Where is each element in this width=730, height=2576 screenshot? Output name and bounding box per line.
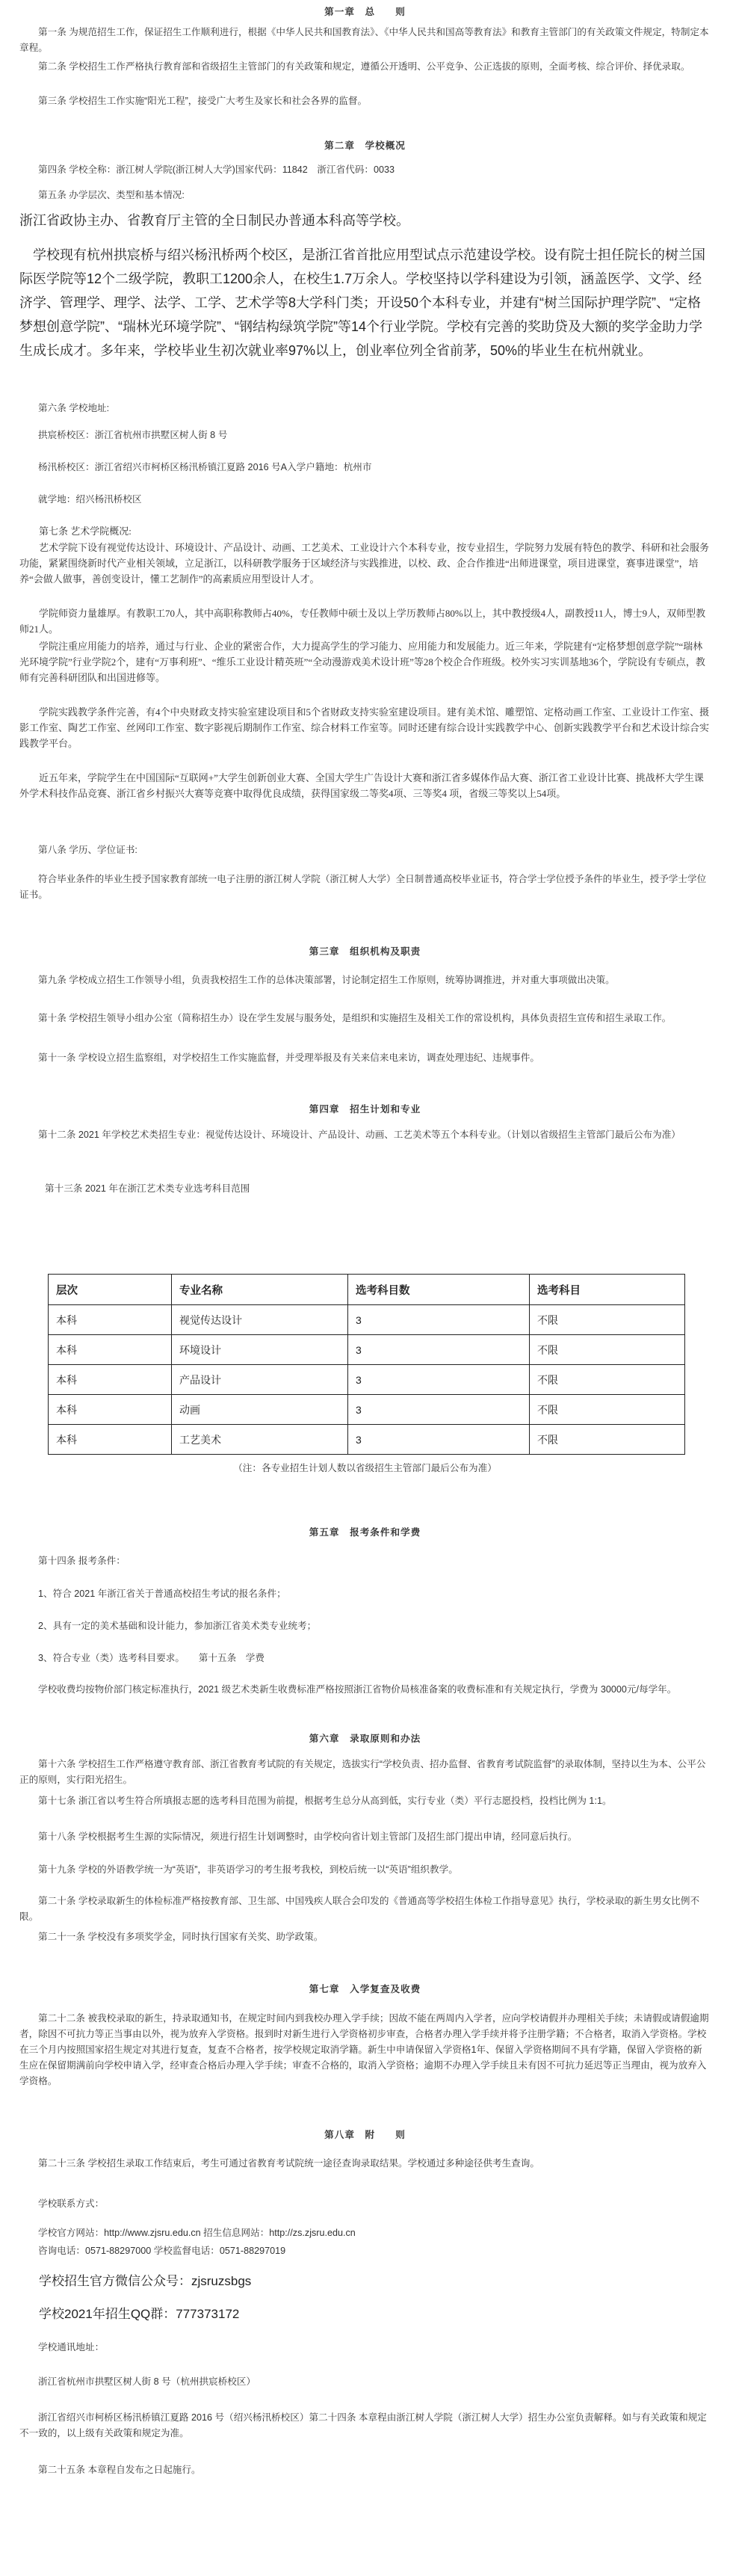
cell-subject-count: 3 [348, 1305, 530, 1335]
chapter-2-title: 第二章 学校概况 [324, 141, 406, 151]
chapter-8-title: 第八章 附 则 [324, 2130, 406, 2140]
cell-subjects: 不限 [530, 1305, 685, 1335]
article-22: 第二十二条 被我校录取的新生，持录取通知书，在规定时间内到我校办理入学手续；因故不能在两周内入学者，应向学校请假并办理相关手续；未请假或请假逾期者，除因不可抗力等正当事由以外，视为放弃入学资格。报到时对新生进行入学资格初步审查，合格者办理入学手续并将予注册学籍；不合格者，取消入学资格。学校在三个月内按照国家招生规定对其进行复查，复查不合格者，按学校规定取消学籍。新生中申请保留入学资格1年、保留入学资格期间不具有学籍，保留入学资格的新生应在保留期满前向学校申请入学，经审查合格后办理入学手续；审查不合格的，取消入学资格；逾期不办理入学手续且未有因不可抗力延迟等正当理由，视为放弃入学资格。 [19, 2013, 709, 2086]
diploma-degree: 符合毕业条件的毕业生授予国家教育部统一电子注册的浙江树人学院（浙江树人大学）全日制普通高校毕业证书，符合学士学位授予条件的毕业生，授予学士学位证书。 [19, 874, 707, 900]
cell-level: 本科 [49, 1305, 172, 1335]
table-header-row [49, 1275, 685, 1305]
qq-group: 学校2021年招生QQ群：777373172 [39, 2307, 240, 2321]
cell-major: 工艺美术 [172, 1425, 348, 1455]
table-row [49, 1425, 685, 1455]
school-lead-statement: 浙江省政协主办、省教育厅主管的全日制民办普通本科高等学校。 [19, 213, 409, 228]
cell-subject-count: 3 [348, 1425, 530, 1455]
article-21: 第二十一条 学校没有多项奖学金，同时执行国家有关奖、助学政策。 [38, 1932, 324, 1942]
article-13: 第十三条 2021 年在浙江艺术类专业选考科目范围 [45, 1183, 250, 1194]
cell-subject-count: 3 [348, 1365, 530, 1395]
phone-numbers: 咨询电话：0571-88297000 学校监督电话：0571-88297019 [38, 2246, 286, 2256]
header-subject-count: 选考科目数 [348, 1275, 530, 1305]
plan-note: （注：各专业招生计划人数以省级招生主管部门最后公布为准） [233, 1463, 497, 1473]
table-row [49, 1335, 685, 1365]
art-college-awards: 近五年来，学院学生在中国国际“互联网+”大学生创新创业大赛、全国大学生广告设计大赛和浙江省多媒体作品大赛、浙江省工业设计比赛、挑战杯大学生课外学术科技作品竞赛、浙江省乡村振兴大赛等竞赛中取得优良成绩，获得国家级二等奖4项、三等奖4 项，省级三等奖以上54项。 [19, 772, 704, 799]
chapter-4-title: 第四章 招生计划和专业 [309, 1104, 421, 1115]
chapter-1-title: 第一章 总 则 [324, 7, 406, 17]
art-college-facilities: 学院实践教学条件完善，有4个中央财政支持实验室建设项目和5个省财政支持实验室建设项目。建有美术馆、雕塑馆、定格动画工作室、工业设计工作室、摄影工作室、陶艺工作室、丝网印工作室、数字影视后期制作工作室、综合材料工作室等。同时还建有综合设计实践教学中心、创新实践教学平台和艺术设计综合实践教学平台。 [19, 706, 710, 749]
article-18: 第十八条 学校根据考生生源的实际情况，须进行招生计划调整时，由学校向省计划主管部门及招生部门提出申请，经同意后执行。 [38, 1831, 578, 1842]
article-9: 第九条 学校成立招生工作领导小组，负责我校招生工作的总体决策部署，讨论制定招生工作原则，统筹协调推进，并对重大事项做出决策。 [38, 975, 615, 985]
condition-3-and-article-15: 3、符合专业（类）选考科目要求。 第十五条 学费 [38, 1653, 265, 1663]
article-8: 第八条 学历、学位证书: [38, 845, 137, 855]
article-10: 第十条 学校招生领导小组办公室（简称招生办）设在学生发展与服务处，是组织和实施招生及相关工作的常设机构，具体负责招生宣传和招生录取工作。 [38, 1013, 672, 1023]
cell-subject-count: 3 [348, 1395, 530, 1425]
article-2: 第二条 学校招生工作严格执行教育部和省级招生主管部门的有关政策和规定，遵循公开透明、公平竞争、公正选拔的原则，全面考核、综合评价、择优录取。 [38, 61, 690, 72]
tuition-fee: 学校收费均按物价部门核定标准执行，2021 级艺术类新生收费标准严格按照浙江省物价局核准备案的收费标准和有关规定执行，学费为 30000元/每学年。 [38, 1684, 677, 1695]
cell-subjects: 不限 [530, 1425, 685, 1455]
article-17: 第十七条 浙江省以考生符合所填报志愿的选考科目范围为前提，根据考生总分从高到低，实行专业（类）平行志愿投档，投档比例为 1:1。 [38, 1796, 612, 1806]
condition-1: 1、符合 2021 年浙江省关于普通高校招生考试的报名条件； [38, 1589, 286, 1599]
cell-level: 本科 [49, 1365, 172, 1395]
cell-level: 本科 [49, 1335, 172, 1365]
article-25: 第二十五条 本章程自发布之日起施行。 [38, 2465, 201, 2475]
mailing-address-shaoxing-and-article-24: 浙江省绍兴市柯桥区杨汛桥镇江夏路 2016 号（绍兴杨汛桥校区）第二十四条 本章程由浙江树人学院（浙江树人大学）招生办公室负责解释。如与有关政策和规定不一致的，以上级有关政策和规定为准。 [19, 2412, 707, 2438]
mailing-address-hangzhou: 浙江省杭州市拱墅区树人街 8 号（杭州拱宸桥校区） [38, 2376, 256, 2387]
wechat-account: 学校招生官方微信公众号：zjsruzsbgs [39, 2274, 252, 2288]
chapter-5-title: 第五章 报考条件和学费 [309, 1527, 421, 1538]
condition-2: 2、具有一定的美术基础和设计能力，参加浙江省美术类专业统考； [38, 1621, 317, 1631]
article-16: 第十六条 学校招生工作严格遵守教育部、浙江省教育考试院的有关规定，选拔实行“学校负责、招办监督、省教育考试院监督”的录取体制，坚持以生为本、公平公正的原则，实行阳光招生。 [19, 1759, 706, 1785]
cell-subjects: 不限 [530, 1395, 685, 1425]
cell-major: 产品设计 [172, 1365, 348, 1395]
article-23: 第二十三条 学校招生录取工作结束后，考生可通过省教育考试院统一途径查询录取结果。学校通过多种途径供考生查询。 [38, 2158, 539, 2169]
article-19: 第十九条 学校的外语教学统一为“英语”，非英语学习的考生报考我校，到校后统一以“英语”组织教学。 [38, 1864, 458, 1875]
art-college-faculty: 学院师资力量雄厚。有教职工70人，其中高职称教师占40%，专任教师中硕士及以上学历教师占80%以上，其中教授级4人，副教授11人，博士9人，双师型教师21人。 [19, 608, 706, 635]
subject-requirements-table [48, 1274, 685, 1455]
article-11: 第十一条 学校设立招生监察组，对学校招生工作实施监督，并受理举报及有关来信来电来访，调查处理违纪、违规事件。 [38, 1053, 539, 1063]
article-20: 第二十条 学校录取新生的体检标准严格按教育部、卫生部、中国残疾人联合会印发的《普通高等学校招生体检工作指导意见》执行，学校录取的新生男女比例不限。 [19, 1896, 700, 1922]
cell-level: 本科 [49, 1425, 172, 1455]
table-row [49, 1395, 685, 1425]
header-major: 专业名称 [172, 1275, 348, 1305]
art-college-intro: 艺术学院下设有视觉传达设计、环境设计、产品设计、动画、工艺美术、工业设计六个本科专业，按专业招生，学院努力发展有特色的教学、科研和社会服务功能，紧紧围绕新时代产业相关领域，立足浙江，以科研教学服务于区域经济与实践推进，以校、政、企合作推进“出师进课堂，项目进课堂，赛事进课堂”，培养“会做人做事，善创变设计，懂工艺制作”的高素质应用型设计人才。 [19, 542, 710, 585]
mailing-address-heading: 学校通讯地址： [38, 2342, 105, 2352]
article-3: 第三条 学校招生工作实施“阳光工程”，接受广大考生及家长和社会各界的监督。 [38, 96, 368, 106]
official-websites[interactable]: 学校官方网站：http://www.zjsru.edu.cn 招生信息网站：http://zs.zjsru.edu.cn [38, 2228, 356, 2238]
article-12: 第十二条 2021 年学校艺术类招生专业：视觉传达设计、环境设计、产品设计、动画、工艺美术等五个本科专业。（计划以省级招生主管部门最后公布为准） [38, 1130, 681, 1140]
cell-major: 动画 [172, 1395, 348, 1425]
article-14: 第十四条 报考条件： [38, 1556, 126, 1566]
cell-major: 视觉传达设计 [172, 1305, 348, 1335]
header-subjects: 选考科目 [530, 1275, 685, 1305]
campus-address-gongchenqiao: 拱宸桥校区：浙江省杭州市拱墅区树人街 8 号 [38, 430, 228, 440]
article-4: 第四条 学校全称：浙江树人学院(浙江树人大学)国家代码：11842 浙江省代码：0033 [38, 164, 395, 175]
chapter-7-title: 第七章 入学复查及收费 [309, 1984, 421, 1994]
table-row [49, 1365, 685, 1395]
article-5: 第五条 办学层次、类型和基本情况: [38, 190, 185, 200]
cell-subject-count: 3 [348, 1335, 530, 1365]
article-1: 第一条 为规范招生工作，保证招生工作顺利进行，根据《中华人民共和国教育法》、《中华人民共和国高等教育法》和教育主管部门的有关政策文件规定，特制定本章程。 [19, 27, 709, 53]
art-college-practice: 学院注重应用能力的培养，通过与行业、企业的紧密合作，大力提高学生的学习能力、应用能力和发展能力。近三年来，学院建有“定格梦想创意学院”“瑞林光环境学院”行业学院2个，建有“万事利班”、“维乐工业设计精英班”“全动漫游戏美术设计班”等28个校企合作班级。校外实习实训基地36个，学院设有专硕点，教师有完善科研团队和出国进修等。 [19, 641, 705, 683]
contact-heading: 学校联系方式： [38, 2198, 105, 2209]
header-level: 层次 [49, 1275, 172, 1305]
table-row [49, 1305, 685, 1335]
campus-address-yangxunqiao: 杨汛桥校区：浙江省绍兴市柯桥区杨汛桥镇江夏路 2016 号A入学户籍地：杭州市 [38, 462, 372, 472]
article-6: 第六条 学校地址: [38, 403, 110, 413]
article-7: 第七条 艺术学院概况: [39, 526, 132, 537]
cell-level: 本科 [49, 1395, 172, 1425]
cell-subjects: 不限 [530, 1365, 685, 1395]
cell-major: 环境设计 [172, 1335, 348, 1365]
chapter-6-title: 第六章 录取原则和办法 [309, 1734, 421, 1744]
school-overview: 学校现有杭州拱宸桥与绍兴杨汛桥两个校区，是浙江省首批应用型试点示范建设学校。设有院士担任院长的树兰国际医学院等12个二级学院，教职工1200余人，在校生1.7万余人。学校坚持以学科建设为引领，涵盖医学、文学、经济学、管理学、理学、法学、工学、艺术学等8大学科门类；开设50个本科专业，并建有“树兰国际护理学院”、“定格梦想创意学院”、“瑞林光环境学院”、“钢结构绿筑学院”等14个行业学院。学校有完善的奖助贷及大额的奖学金助力学生成长成才。多年来，学校毕业生初次就业率97%以上，创业率位列全省前茅，50%的毕业生在杭州就业。 [19, 247, 705, 358]
study-location: 就学地：绍兴杨汛桥校区 [38, 494, 142, 505]
cell-subjects: 不限 [530, 1335, 685, 1365]
chapter-3-title: 第三章 组织机构及职责 [309, 946, 421, 957]
